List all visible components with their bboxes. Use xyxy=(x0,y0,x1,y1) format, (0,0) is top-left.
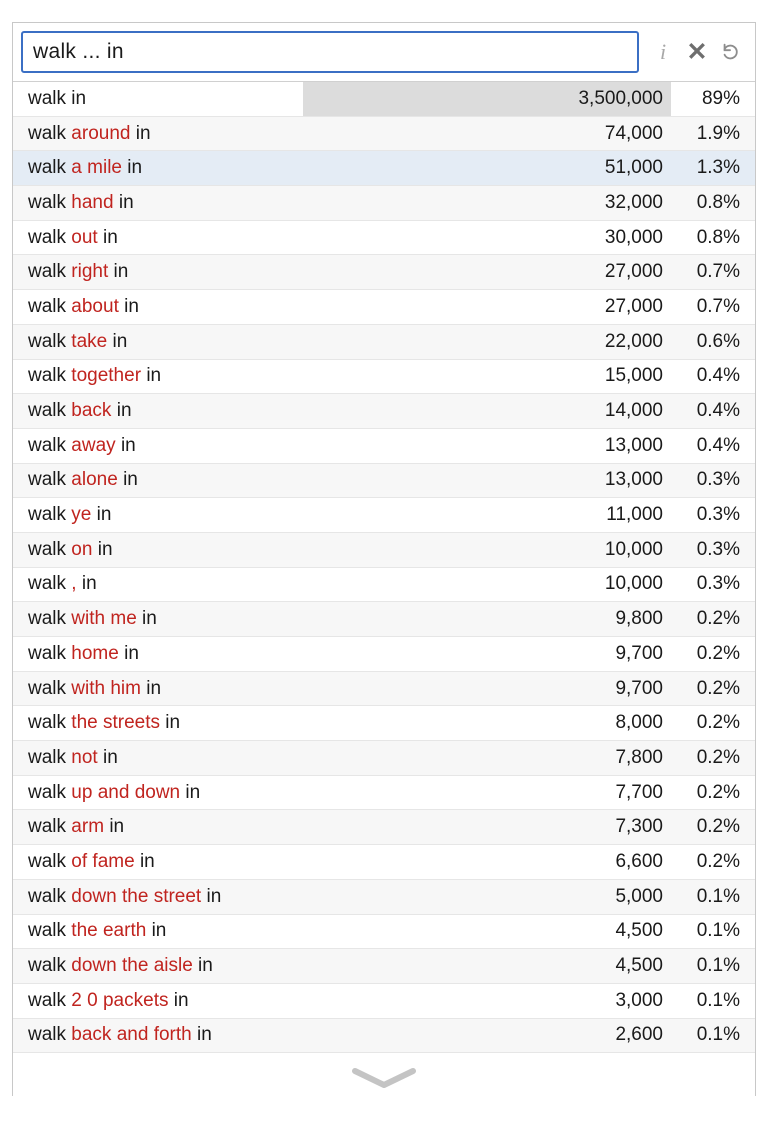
phrase-prefix: walk xyxy=(28,538,67,560)
row-count: 4,500 xyxy=(615,920,663,942)
row-count: 11,000 xyxy=(606,504,663,526)
phrase-prefix: walk xyxy=(28,330,67,352)
row-phrase xyxy=(13,608,303,630)
phrase-prefix: walk xyxy=(28,469,67,491)
row-percent: 0.3% xyxy=(696,504,740,526)
phrase-prefix: walk xyxy=(28,191,67,213)
phrase-prefix: walk xyxy=(28,504,67,526)
table-row[interactable] xyxy=(13,221,755,256)
row-count: 15,000 xyxy=(604,365,663,387)
phrase-prefix: walk xyxy=(28,295,67,317)
phrase-prefix: walk xyxy=(28,87,67,109)
phrase-suffix: in xyxy=(112,330,128,352)
phrase-prefix: walk xyxy=(28,261,67,283)
row-count-cell xyxy=(303,602,671,636)
table-row[interactable] xyxy=(13,741,755,776)
row-count-cell xyxy=(303,325,671,359)
phrase-suffix: in xyxy=(71,87,87,109)
row-percent: 1.9% xyxy=(696,122,740,144)
table-row[interactable] xyxy=(13,602,755,637)
row-count-cell xyxy=(303,880,671,914)
phrase-middle: up and down xyxy=(71,781,181,803)
phrase-prefix: walk xyxy=(28,400,67,422)
row-count: 32,000 xyxy=(604,191,663,213)
phrase-middle: hand xyxy=(71,191,114,213)
table-row[interactable] xyxy=(13,776,755,811)
search-actions xyxy=(639,38,745,66)
table-row[interactable] xyxy=(13,568,755,603)
phrase-prefix: walk xyxy=(28,677,67,699)
phrase-prefix: walk xyxy=(28,989,67,1011)
row-count-cell xyxy=(303,949,671,983)
row-phrase xyxy=(13,782,303,804)
row-percent: 0.2% xyxy=(696,677,740,699)
row-percent: 0.2% xyxy=(696,781,740,803)
row-count-cell xyxy=(303,429,671,463)
phrase-panel xyxy=(12,22,756,1096)
row-count: 13,000 xyxy=(604,434,663,456)
phrase-prefix: walk xyxy=(28,746,67,768)
phrase-suffix: in xyxy=(197,1024,212,1046)
phrase-middle: together xyxy=(71,365,142,387)
phrase-middle: the earth xyxy=(71,920,147,942)
row-percent: 0.2% xyxy=(696,850,740,872)
phrase-middle: not xyxy=(71,746,98,768)
table-row[interactable] xyxy=(13,82,755,117)
row-count: 7,800 xyxy=(615,746,663,768)
row-count: 10,000 xyxy=(604,538,663,560)
phrase-prefix: walk xyxy=(28,642,67,664)
row-percent: 0.1% xyxy=(696,920,740,942)
table-row[interactable] xyxy=(13,706,755,741)
phrase-suffix: in xyxy=(103,226,118,248)
results-list[interactable] xyxy=(13,81,755,1053)
info-icon[interactable]: i xyxy=(659,39,667,64)
row-count-cell xyxy=(303,810,671,844)
phrase-suffix: in xyxy=(127,157,143,179)
row-phrase xyxy=(13,712,303,734)
search-bar xyxy=(13,23,755,81)
row-count: 5,000 xyxy=(615,885,663,907)
row-percent: 0.2% xyxy=(696,642,740,664)
row-phrase xyxy=(13,816,303,838)
table-row[interactable] xyxy=(13,394,755,429)
phrase-middle: down the street xyxy=(71,885,202,907)
phrase-prefix: walk xyxy=(28,365,67,387)
phrase-middle: ye xyxy=(71,504,92,526)
table-row[interactable] xyxy=(13,984,755,1019)
row-phrase xyxy=(13,469,303,491)
row-count-cell xyxy=(303,984,671,1018)
phrase-middle: 2 0 packets xyxy=(71,989,169,1011)
table-row[interactable] xyxy=(13,360,755,395)
row-percent: 0.1% xyxy=(696,989,740,1011)
table-row[interactable] xyxy=(13,290,755,325)
expand-more-button[interactable] xyxy=(13,1053,755,1103)
phrase-middle: away xyxy=(71,434,116,456)
row-count-cell xyxy=(303,255,671,289)
row-percent: 0.3% xyxy=(696,538,740,560)
row-count-cell xyxy=(303,1019,671,1053)
row-percent: 0.4% xyxy=(696,400,740,422)
row-percent: 0.2% xyxy=(696,746,740,768)
phrase-middle: alone xyxy=(71,469,118,491)
phrase-suffix: in xyxy=(109,816,125,838)
table-row[interactable] xyxy=(13,672,755,707)
phrase-middle: about xyxy=(71,295,119,317)
row-count: 4,500 xyxy=(615,955,663,977)
row-count: 9,800 xyxy=(615,608,663,630)
row-count: 27,000 xyxy=(604,261,663,283)
row-phrase xyxy=(13,400,303,422)
row-phrase xyxy=(13,365,303,387)
row-percent: 0.1% xyxy=(696,885,740,907)
row-percent: 0.3% xyxy=(696,469,740,491)
row-phrase xyxy=(13,123,303,145)
table-row[interactable] xyxy=(13,810,755,845)
phrase-middle: home xyxy=(71,642,119,664)
phrase-suffix: in xyxy=(118,191,134,213)
phrase-suffix: in xyxy=(173,989,189,1011)
row-count-cell xyxy=(303,637,671,671)
phrase-prefix: walk xyxy=(28,226,67,248)
row-count-cell xyxy=(303,706,671,740)
row-count: 14,000 xyxy=(604,400,663,422)
row-phrase xyxy=(13,886,303,908)
phrase-middle: , xyxy=(71,573,77,595)
row-phrase xyxy=(13,747,303,769)
phrase-prefix: walk xyxy=(28,434,67,456)
table-row[interactable] xyxy=(13,429,755,464)
row-percent: 0.2% xyxy=(696,712,740,734)
row-phrase xyxy=(13,227,303,249)
phrase-suffix: in xyxy=(124,295,139,317)
table-row[interactable] xyxy=(13,949,755,984)
phrase-prefix: walk xyxy=(28,850,67,872)
phrase-middle: out xyxy=(71,226,98,248)
row-count: 10,000 xyxy=(604,573,663,595)
row-phrase xyxy=(13,990,303,1012)
phrase-prefix: walk xyxy=(28,608,67,630)
row-count-cell xyxy=(303,741,671,775)
row-count-cell xyxy=(303,533,671,567)
row-phrase xyxy=(13,296,303,318)
phrase-middle: down the aisle xyxy=(71,955,193,977)
phrase-prefix: walk xyxy=(28,1024,67,1046)
phrase-prefix: walk xyxy=(28,920,67,942)
table-row[interactable] xyxy=(13,880,755,915)
row-count-cell xyxy=(303,672,671,706)
phrase-prefix: walk xyxy=(28,955,67,977)
row-count: 74,000 xyxy=(604,122,663,144)
row-percent: 0.6% xyxy=(696,330,740,352)
row-count: 3,000 xyxy=(615,989,663,1011)
table-row[interactable] xyxy=(13,498,755,533)
row-percent: 89% xyxy=(701,87,740,109)
table-row[interactable] xyxy=(13,255,755,290)
row-count: 22,000 xyxy=(604,330,663,352)
table-row[interactable] xyxy=(13,186,755,221)
phrase-suffix: in xyxy=(139,850,155,872)
row-count: 2,600 xyxy=(615,1024,663,1046)
row-phrase xyxy=(13,192,303,214)
row-percent: 0.8% xyxy=(696,226,740,248)
phrase-suffix: in xyxy=(81,573,97,595)
phrase-middle: back xyxy=(71,400,112,422)
phrase-prefix: walk xyxy=(28,712,67,734)
row-percent: 0.2% xyxy=(696,816,740,838)
row-count: 27,000 xyxy=(604,295,663,317)
phrase-middle: of fame xyxy=(71,850,135,872)
table-row[interactable] xyxy=(13,637,755,672)
phrase-suffix: in xyxy=(123,469,138,491)
row-count-cell xyxy=(303,776,671,810)
phrase-prefix: walk xyxy=(28,816,67,838)
phrase-suffix: in xyxy=(146,677,162,699)
row-count-cell xyxy=(303,845,671,879)
row-phrase xyxy=(13,678,303,700)
table-row[interactable] xyxy=(13,533,755,568)
search-input-value: walk ... in xyxy=(33,40,124,63)
row-percent: 0.1% xyxy=(696,1024,740,1046)
row-phrase xyxy=(13,261,303,283)
row-phrase xyxy=(13,573,303,595)
row-count: 9,700 xyxy=(615,677,663,699)
row-percent: 0.7% xyxy=(696,261,740,283)
row-count-cell xyxy=(303,394,671,428)
row-count: 30,000 xyxy=(604,226,663,248)
row-count-cell xyxy=(303,464,671,498)
phrase-middle: with me xyxy=(71,608,137,630)
row-phrase xyxy=(13,88,303,110)
phrase-suffix: in xyxy=(146,365,162,387)
phrase-suffix: in xyxy=(135,122,151,144)
row-count: 6,600 xyxy=(615,850,663,872)
row-count-cell xyxy=(303,498,671,532)
row-count-cell xyxy=(303,151,671,185)
phrase-middle: with him xyxy=(71,677,141,699)
row-count-cell xyxy=(303,915,671,949)
row-phrase xyxy=(13,851,303,873)
row-count-cell xyxy=(303,221,671,255)
row-count: 9,700 xyxy=(615,642,663,664)
row-count: 51,000 xyxy=(604,157,663,179)
row-percent: 1.3% xyxy=(696,157,740,179)
row-phrase xyxy=(13,539,303,561)
row-percent: 0.3% xyxy=(696,573,740,595)
phrase-suffix: in xyxy=(198,955,213,977)
row-phrase xyxy=(13,435,303,457)
phrase-middle: a mile xyxy=(71,157,122,179)
row-phrase xyxy=(13,331,303,353)
phrase-prefix: walk xyxy=(28,573,67,595)
reset-icon[interactable] xyxy=(719,38,743,66)
row-phrase xyxy=(13,1024,303,1046)
row-count: 7,700 xyxy=(615,781,663,803)
phrase-suffix: in xyxy=(206,885,222,907)
phrase-middle: on xyxy=(71,538,93,560)
phrase-prefix: walk xyxy=(28,157,67,179)
table-row[interactable] xyxy=(13,1019,755,1054)
row-count-cell xyxy=(303,360,671,394)
table-row[interactable] xyxy=(13,325,755,360)
row-percent: 0.1% xyxy=(696,955,740,977)
phrase-prefix: walk xyxy=(28,781,67,803)
phrase-suffix: in xyxy=(97,538,113,560)
table-row[interactable] xyxy=(13,151,755,186)
phrase-middle: arm xyxy=(71,816,105,838)
table-row[interactable] xyxy=(13,915,755,950)
phrase-suffix: in xyxy=(120,434,136,456)
phrase-middle: the streets xyxy=(71,712,161,734)
phrase-prefix: walk xyxy=(28,122,67,144)
row-count: 13,000 xyxy=(604,469,663,491)
table-row[interactable] xyxy=(13,117,755,152)
row-count-cell xyxy=(303,117,671,151)
row-percent: 0.2% xyxy=(696,608,740,630)
phrase-suffix: in xyxy=(96,504,112,526)
row-count: 7,300 xyxy=(615,816,663,838)
phrase-suffix: in xyxy=(185,781,201,803)
row-count-cell xyxy=(303,82,671,116)
row-phrase xyxy=(13,955,303,977)
phrase-middle: around xyxy=(71,122,131,144)
table-row[interactable] xyxy=(13,464,755,499)
row-percent: 0.8% xyxy=(696,191,740,213)
row-count: 3,500,000 xyxy=(578,87,663,109)
row-percent: 0.4% xyxy=(696,434,740,456)
row-phrase xyxy=(13,643,303,665)
close-icon[interactable]: ✕ xyxy=(686,37,708,66)
phrase-middle: back and forth xyxy=(71,1024,192,1046)
phrase-suffix: in xyxy=(103,746,118,768)
table-row[interactable] xyxy=(13,845,755,880)
phrase-middle: right xyxy=(71,261,109,283)
row-count-cell xyxy=(303,186,671,220)
row-percent: 0.7% xyxy=(696,295,740,317)
phrase-middle: take xyxy=(71,330,108,352)
phrase-suffix: in xyxy=(165,712,181,734)
phrase-suffix: in xyxy=(151,920,167,942)
row-phrase xyxy=(13,920,303,942)
row-phrase xyxy=(13,157,303,179)
row-percent: 0.4% xyxy=(696,365,740,387)
row-count-cell xyxy=(303,290,671,324)
chevron-down-icon xyxy=(349,1067,419,1089)
phrase-suffix: in xyxy=(142,608,157,630)
phrase-suffix: in xyxy=(124,642,139,664)
phrase-suffix: in xyxy=(116,400,132,422)
row-phrase xyxy=(13,504,303,526)
row-count-cell xyxy=(303,568,671,602)
phrase-prefix: walk xyxy=(28,885,67,907)
phrase-suffix: in xyxy=(113,261,129,283)
row-count: 8,000 xyxy=(615,712,663,734)
search-input[interactable] xyxy=(21,31,639,73)
